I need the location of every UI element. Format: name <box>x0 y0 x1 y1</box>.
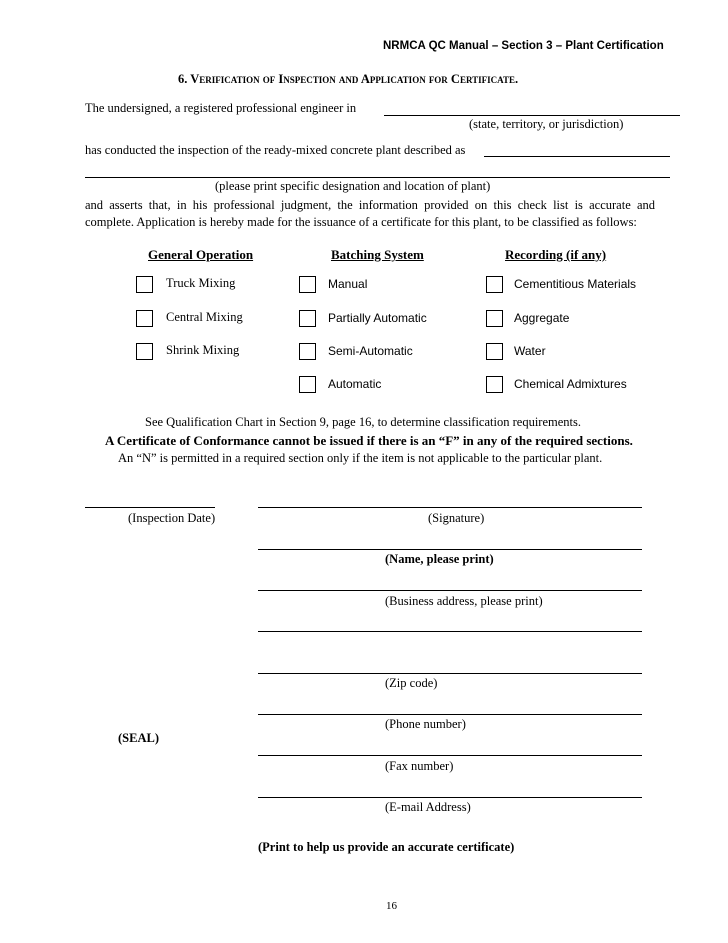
jurisdiction-hint: (state, territory, or jurisdiction) <box>469 117 624 131</box>
inspection-date-field[interactable] <box>85 507 215 508</box>
zip-field[interactable] <box>258 673 642 674</box>
automatic-label: Automatic <box>328 377 382 391</box>
water-label: Water <box>514 344 546 358</box>
recording-heading: Recording (if any) <box>505 247 607 262</box>
phone-field[interactable] <box>258 714 642 715</box>
plant-designation-hint: (please print specific designation and location of plant) <box>215 179 491 193</box>
section-title: 6. Verification of Inspection and Application for Certificate. <box>178 72 519 86</box>
conformance-note: A Certificate of Conformance cannot be issued if there is an “F” in any of the required sections. <box>105 433 633 448</box>
plant-description-field-2[interactable] <box>85 177 670 178</box>
assertion-paragraph: and asserts that, in his professional judgment, the information provided on this check list is accurate and complete. Application is hereby made for the issuance of a certificate for this plant, to be classified as follows: <box>85 198 655 229</box>
batching-system-heading: Batching System <box>331 247 424 262</box>
automatic-checkbox[interactable] <box>299 376 316 393</box>
cementitious-label: Cementitious Materials <box>514 277 637 291</box>
page-number: 16 <box>386 900 397 912</box>
email-field[interactable] <box>258 797 642 798</box>
plant-description-field[interactable] <box>484 156 670 157</box>
shrink-mixing-checkbox[interactable] <box>136 343 153 360</box>
partially-automatic-label: Partially Automatic <box>328 311 427 325</box>
semi-automatic-checkbox[interactable] <box>299 343 316 360</box>
aggregate-checkbox[interactable] <box>486 310 503 327</box>
business-address-field-2[interactable] <box>258 631 642 632</box>
truck-mixing-label: Truck Mixing <box>166 276 236 290</box>
jurisdiction-field[interactable] <box>384 115 680 116</box>
fax-label: (Fax number) <box>385 759 454 773</box>
print-note: (Print to help us provide an accurate certificate) <box>258 840 515 854</box>
seal-label: (SEAL) <box>118 731 159 745</box>
permitted-note: An “N” is permitted in a required section only if the item is not applicable to the particular plant. <box>118 451 603 465</box>
chemical-admixtures-label: Chemical Admixtures <box>514 377 627 391</box>
signature-label: (Signature) <box>428 511 485 525</box>
central-mixing-label: Central Mixing <box>166 310 243 324</box>
central-mixing-checkbox[interactable] <box>136 310 153 327</box>
phone-label: (Phone number) <box>385 717 466 731</box>
semi-automatic-label: Semi-Automatic <box>328 344 413 358</box>
name-field[interactable] <box>258 549 642 550</box>
running-header: NRMCA QC Manual – Section 3 – Plant Certification <box>383 40 664 52</box>
chemical-admixtures-checkbox[interactable] <box>486 376 503 393</box>
email-label: (E-mail Address) <box>385 800 471 814</box>
water-checkbox[interactable] <box>486 343 503 360</box>
truck-mixing-checkbox[interactable] <box>136 276 153 293</box>
signature-field[interactable] <box>258 507 642 508</box>
name-label: (Name, please print) <box>385 552 494 566</box>
shrink-mixing-label: Shrink Mixing <box>166 343 240 357</box>
manual-label: Manual <box>328 277 368 291</box>
inspection-statement: has conducted the inspection of the ready-mixed concrete plant described as <box>85 143 466 157</box>
zip-label: (Zip code) <box>385 676 438 690</box>
manual-checkbox[interactable] <box>299 276 316 293</box>
cementitious-checkbox[interactable] <box>486 276 503 293</box>
general-operation-heading: General Operation <box>148 247 254 262</box>
engineer-statement: The undersigned, a registered professional engineer in <box>85 101 357 115</box>
fax-field[interactable] <box>258 755 642 756</box>
inspection-date-label: (Inspection Date) <box>128 511 216 525</box>
business-address-field[interactable] <box>258 590 642 591</box>
partially-automatic-checkbox[interactable] <box>299 310 316 327</box>
business-address-label: (Business address, please print) <box>385 594 543 608</box>
aggregate-label: Aggregate <box>514 311 570 325</box>
qualification-note: See Qualification Chart in Section 9, page 16, to determine classification requirements. <box>145 415 581 429</box>
